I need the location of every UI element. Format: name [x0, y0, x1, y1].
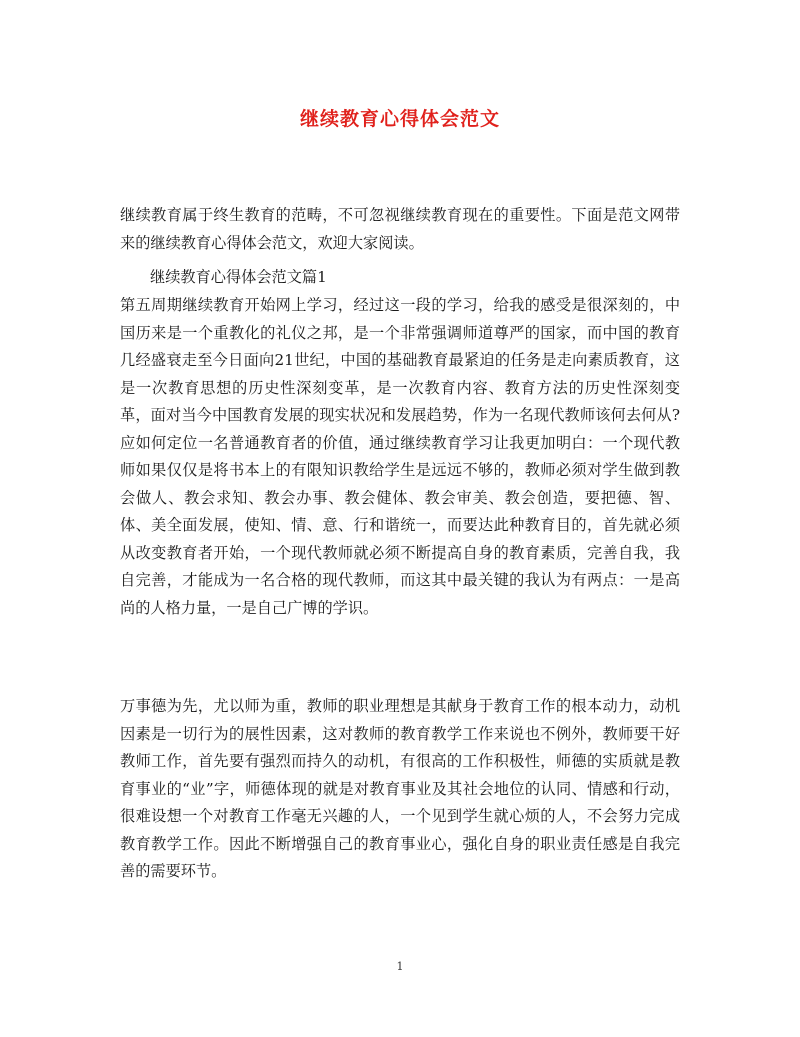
intro-paragraph: 继续教育属于终生教育的范畴，不可忽视继续教育现在的重要性。下面是范文网带来的继续教育心得体会范文，欢迎大家阅读。	[120, 206, 680, 252]
section-heading: 继续教育心得体会范文篇1	[150, 268, 327, 286]
document-title: 继续教育心得体会范文	[299, 108, 500, 130]
body-paragraph-1: 第五周期继续教育开始网上学习，经过这一段的学习，给我的感受是很深刻的，中国历来是一个重教化的礼仪之邦，是一个非常强调师道尊严的国家，而中国的教育几经盛衰走至今日面向21世纪，中国的基础教育最紧迫的任务是走向素质教育，这是一次教育思想的历史性深刻变革，是一次教育内容、教育方法的历史性深刻变革，面对当今中国教育发展的现实状况和发展趋势，作为一名现代教师该何去何从?应如何定位一名普通教育者的价值，通过继续教育学习让我更加明白：一个现代教师如果仅仅是将书本上的有限知识教给学生是远远不够的，教师必须对学生做到教会做人、教会求知、教会办事、教会健体、教会审美、教会创造，要把德、智、体、美全面发展，使知、情、意、行和谐统一，而要达此种教育目的，首先就必须从改变教育者开始，一个现代教师就必须不断提高自身的教育素质，完善自我，我自完善，才能成为一名合格的现代教师，而这其中最关键的我认为有两点：一是高尚的人格力量，一是自己广博的学识。	[120, 296, 680, 617]
body-paragraph-2: 万事德为先，尤以师为重，教师的职业理想是其献身于教育工作的根本动力，动机因素是一切行为的展性因素，这对教师的教育教学工作来说也不例外，教师要干好教师工作，首先要有强烈而持久的动机，有很高的工作积极性，师德的实质就是教育事业的“业”字，师德体现的就是对教育事业及其社会地位的认同、情感和行动，很难设想一个对教育工作毫无兴趣的人，一个见到学生就心烦的人，不会努力完成教育教学工作。因此不断增强自己的教育事业心，强化自身的职业责任感是自我完善的需要环节。	[120, 697, 680, 880]
page-number: 1	[396, 960, 404, 973]
